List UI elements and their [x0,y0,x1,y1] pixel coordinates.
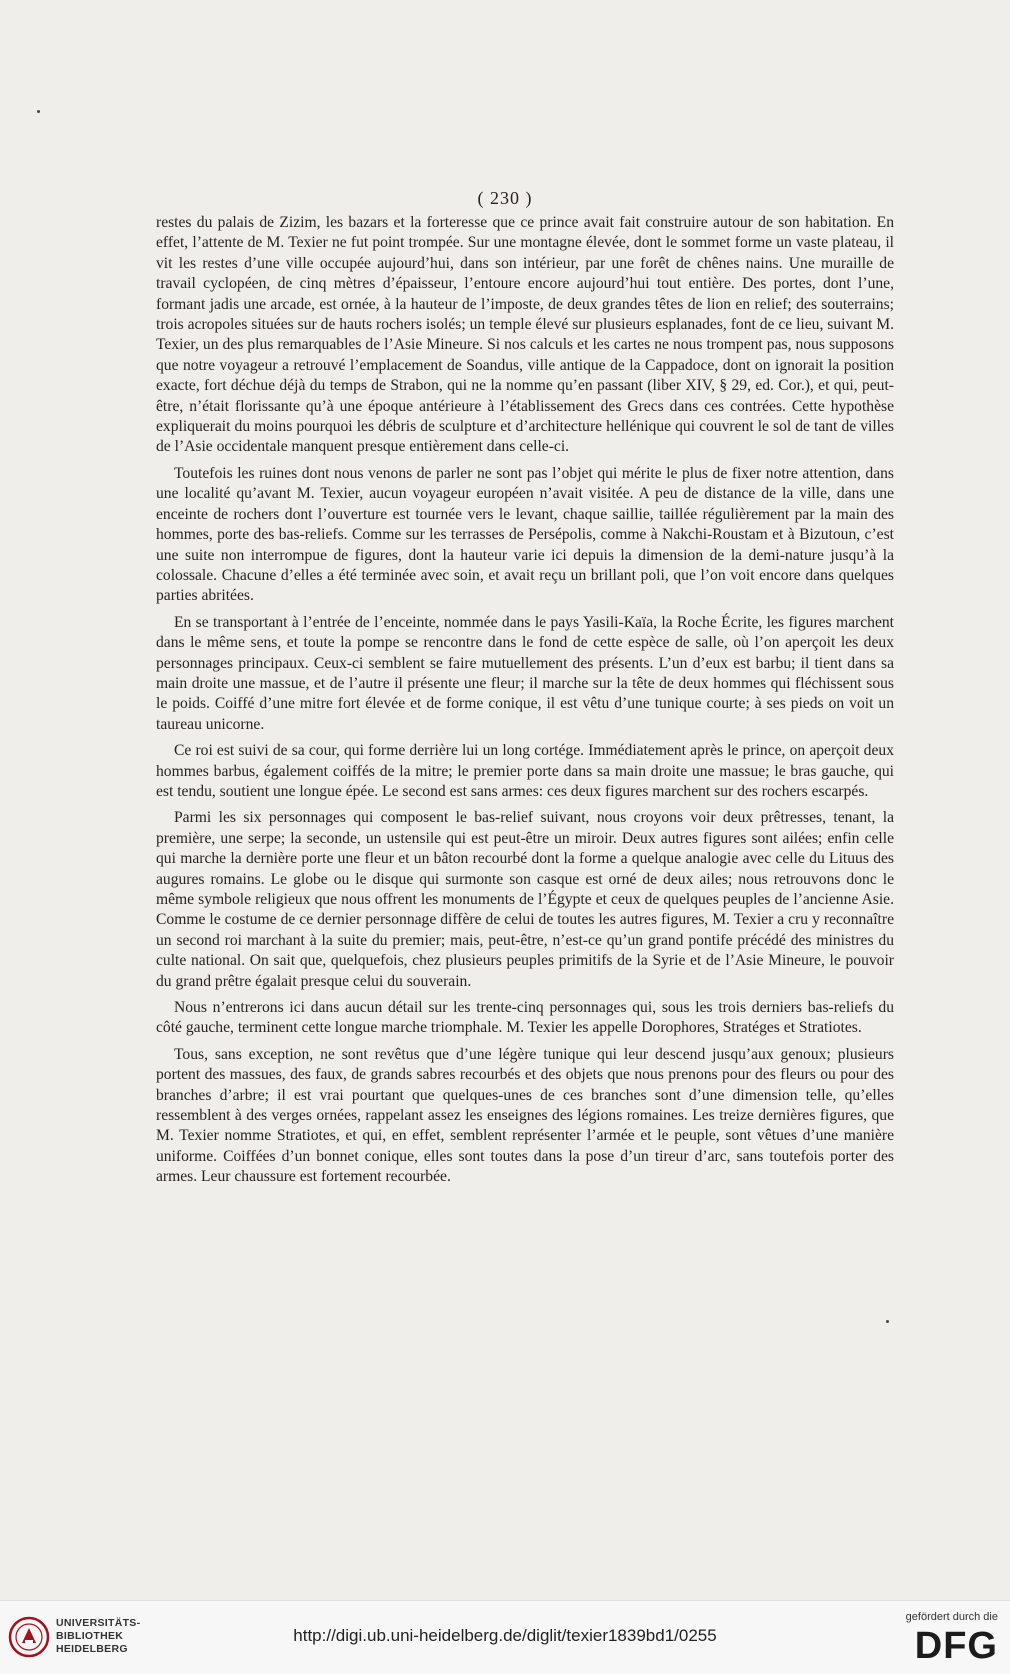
institution-line: BIBLIOTHEK [56,1630,124,1642]
paragraph: Toutefois les ruines dont nous venons de parler ne sont pas l’objet qui mérite le plus de fixer notre attention, dans une localité qu’avant M. Texier, aucun voyageur européen n’avait visitée. A peu de distance de la ville, dans une enceinte de rochers dont l’ouverture est tournée vers le levant, chaque saillie, taillée régulièrement par la main des hommes, porte des bas-reliefs. Comme sur les terrasses de Persépolis, comme à Nakchi-Roustam et à Bizutoun, c’est une suite non interrompue de figures, dont la hauteur varie ici depuis la dimension de la demi-nature jusqu’à la colossale. Chacune d’elles a été terminée avec soin, et avait reçu un brillant poli, que l’on voit encore dans quelques parties abritées. [156,464,894,605]
margin-speck [886,1320,889,1323]
margin-speck [37,110,40,113]
paragraph: Parmi les six personnages qui composent le bas-relief suivant, nous croyons voir deux prêtresses, tenant, la première, une serpe; la seconde, un ustensile qui est peut-être un miroir. Deux autres figures sont ailées; enfin celle qui marche la dernière porte une fleur et un bâton recourbé dont la forme a quelque analogie avec celle du Lituus des augures romains. Le globe ou le disque qui surmonte son casque est orné de deux ailes; nous retrouvons donc le même symbole religieux que nous offrent les monuments de l’Égypte et ceux de quelques peuples de l’ancienne Asie. Comme le costume de ce dernier personnage diffère de celui de toutes les autres figures, M. Texier a cru y reconnaître un second roi marchant à la suite du premier; mais, peut-être, n’est-ce qu’un grand pontife précédé des ministres du culte national. On sait que, quelquefois, chez plusieurs peuples primitifs de la Syrie et de l’Asie Mineure, le pouvoir du grand prêtre égalait presque celui du souverain. [156,809,894,990]
dfg-logo: DFG [914,1625,998,1667]
paragraph: restes du palais de Zizim, les bazars et la forteresse que ce prince avait fait construire autour de son habitation. En effet, l’attente de M. Texier ne fut point trompée. Sur une montagne élevée, dont le sommet forme un vaste plateau, il vit les restes d’une ville occupée aujourd’hui, dans son intérieur, par une forêt de chênes nains. Une muraille de travail cyclopéen, de cinq mètres d’épaisseur, l’entoure encore aujourd’hui tout entière. Des portes, dont l’une, formant jadis une arcade, est ornée, à la hauteur de l’imposte, de deux grandes têtes de lion en relief; des souterrains; trois acropoles situées sur de hauts rochers isolés; un temple élevé sur plusieurs esplanades, font de ce lieu, suivant M. Texier, un des plus remarquables de l’Asie Mineure. Si nos calculs et les cartes ne nous trompent pas, nous supposons que notre voyageur a retrouvé l’emplacement de Soandus, ville antique de la Cappadoce, dont on ignorait la position exacte, fort déchue déjà du temps de Strabon, qui ne la nomme qu’en passant (liber XIV, § 29, ed. Cor.), et qui, peut-être, n’était florissante qu’à une époque antérieure à l’établissement des Grecs dans ces contrées. Cette hypothèse expliquerait du moins pourquoi les débris de sculpture et d’architecture hellénique qui couvrent le sol de tant de villes de l’Asie occidentale manquent presque entièrement dans celle-ci. [156,214,894,456]
page-number: ( 230 ) [477,188,533,208]
body-text [156,213,894,1194]
permalink-url[interactable]: http://digi.ub.uni-heidelberg.de/diglit/texier1839bd1/0255 [293,1626,717,1645]
paragraph: Ce roi est suivi de sa cour, qui forme derrière lui un long cortége. Immédiatement après le prince, on aperçoit deux hommes barbus, également coiffés de la mitre; le premier porte dans sa main droite une massue; le bras gauche, qui est tendu, soutient une longue épée. Le second est sans armes: ces deux figures marchent sur des rochers escarpés. [156,742,894,800]
institution-line: UNIVERSITÄTS- [56,1617,141,1629]
paragraph: Nous n’entrerons ici dans aucun détail sur les trente-cinq personnages qui, sous les trois derniers bas-reliefs du côté gauche, terminent cette longue marche triomphale. M. Texier les appelle Dorophores, Stratéges et Stratiotes. [156,999,894,1037]
viewer-footer [0,1600,1010,1674]
paragraph: En se transportant à l’entrée de l’enceinte, nommée dans le pays Yasili-Kaïa, la Roche Écrite, les figures marchent dans le même sens, et toute la pompe se rencontre dans le fond de cette espèce de salle, où l’on aperçoit les deux personnages principaux. Ceux-ci semblent se faire mutuellement des présents. L’un d’eux est barbu; il tient dans sa main droite une massue, et de l’autre il présente une fleur; il marche sur la tête de deux hommes qui fléchissent sous le poids. Coiffé d’une mitre fort élevée et de forme conique, il est vêtu d’une tunique courte; à ses pieds on voit un taureau unicorne. [156,613,894,733]
funding-caption: gefördert durch die [905,1611,998,1623]
institution-line: HEIDELBERG [56,1643,128,1655]
paragraph: Tous, sans exception, ne sont revêtus que d’une légère tunique qui leur descend jusqu’aux genoux; plusieurs portent des massues, des faux, de grands sabres recourbés et des objets que nous prenons pour des fleurs ou pour des branches d’arbre; il est vrai pourtant que quelques-unes de ces branches sont d’une dimension telle, qu’elles ressemblent à des verges ornées, rappelant assez les enseignes des légions romaines. Les treize dernières figures, que M. Texier nomme Stratiotes, et qui, en effet, semblent représenter l’armée et le peuple, sont vêtues d’une manière uniforme. Coiffées d’un bonnet conique, elles sont toutes dans la pose d’un tireur d’arc, sans toutefois porter des armes. Leur chaussure est fortement recourbée. [156,1045,894,1186]
